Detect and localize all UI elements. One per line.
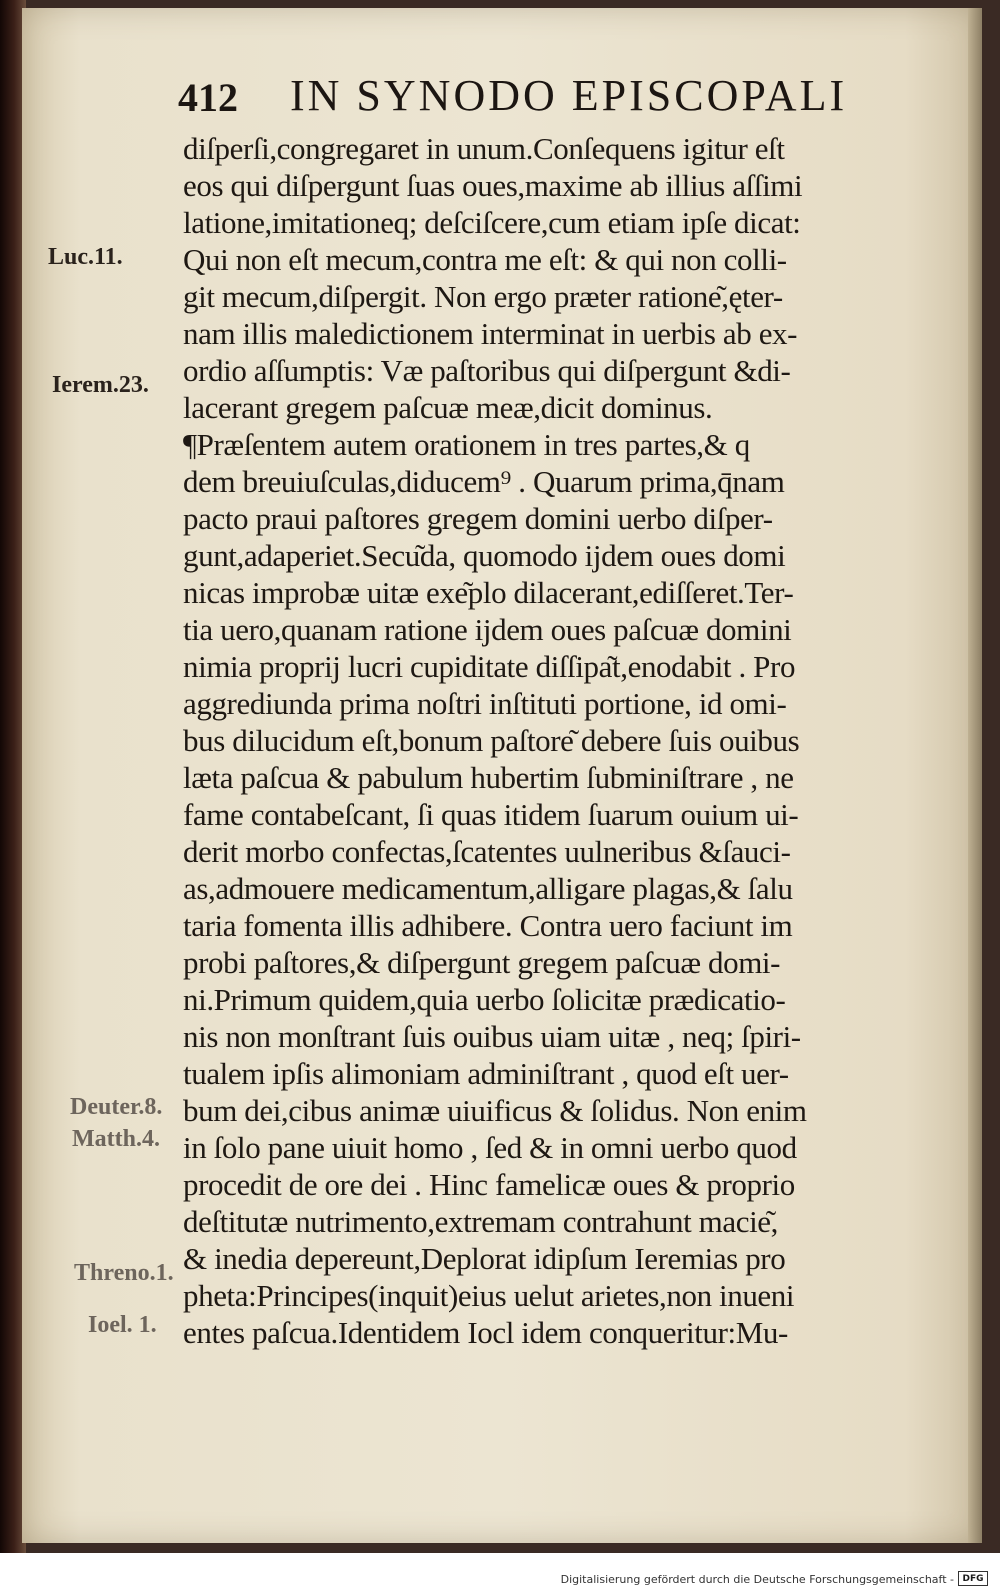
running-head: IN SYNODO EPISCOPALI	[290, 71, 848, 120]
marginal-note-matth: Matth.4.	[72, 1126, 160, 1152]
text-line: & inedia depereunt,Deplorat idipſum Ieremias pro	[183, 1241, 786, 1276]
page-edge	[968, 8, 982, 1543]
text-line: Qui non eſt mecum,contra me eſt: & qui non colli-	[183, 242, 787, 277]
text-line: bus dilucidum eſt,bonum paſtore͂ debere ſuis ouibus	[183, 723, 800, 758]
marginal-note-luc: Luc.11.	[48, 244, 123, 270]
main-text-block	[183, 130, 923, 1351]
text-line: lacerant gregem paſcuæ meæ,dicit dominus.	[183, 390, 713, 425]
text-line: læta paſcua & pabulum hubertim ſubminiſtrare , ne	[183, 760, 794, 795]
marginal-note-ioel: Ioel. 1.	[88, 1312, 157, 1338]
text-line: taria fomenta illis adhibere. Contra uero faciunt im	[183, 908, 793, 943]
text-line: nis non monſtrant ſuis ouibus uiam uitæ , neq; ſpiri-	[183, 1019, 801, 1054]
text-line: procedit de ore dei . Hinc famelicæ oues & proprio	[183, 1167, 795, 1202]
text-line: fame contabeſcant, ſi quas itidem ſuarum ouium ui-	[183, 797, 799, 832]
text-line: nam illis maledictionem interminat in uerbis ab ex-	[183, 316, 798, 351]
text-line: deſtitutæ nutrimento,extremam contrahunt macie͂,	[183, 1204, 778, 1239]
text-line: eos qui diſpergunt ſuas oues,maxime ab illius aſſimi	[183, 168, 803, 203]
text-line: probi paſtores,& diſpergunt gregem paſcuæ domi-	[183, 945, 781, 980]
page-header	[150, 70, 870, 130]
text-line: git mecum,diſpergit. Non ergo præter ratione͂,ęter-	[183, 279, 783, 314]
text-line: nimia proprij lucri cupiditate diſſipa͂t,enodabit . Pro	[183, 649, 796, 684]
text-line: ni.Primum quidem,quia uerbo ſolicitæ prædicatio-	[183, 982, 786, 1017]
footer-credit: Digitalisierung gefördert durch die Deutsche Forschungsgemeinschaft -	[560, 1573, 954, 1586]
marginal-note-ierem: Ierem.23.	[52, 372, 149, 398]
text-line: derit morbo confectas,ſcatentes uulneribus &ſauci-	[183, 834, 791, 869]
text-line: pheta:Principes(inquit)eius uelut arietes,non inueni	[183, 1278, 795, 1313]
text-line: tualem ipſis alimoniam adminiſtrant , quod eſt uer-	[183, 1056, 789, 1091]
text-line: latione,imitationeq; deſciſcere,cum etiam ipſe dicat:	[183, 205, 801, 240]
text-line: gunt,adaperiet.Secu͂da, quomodo ijdem oues domi	[183, 538, 786, 573]
text-line: aggrediunda prima noſtri inſtituti portione, id omi-	[183, 686, 787, 721]
text-line: tia uero,quanam ratione ijdem oues paſcuæ domini	[183, 612, 792, 647]
text-line: entes paſcua.Identidem Iocl idem conqueritur:Mu-	[183, 1315, 788, 1350]
text-line: as,admouere medicamentum,alligare plagas,& ſalu	[183, 871, 793, 906]
text-line: in ſolo pane uiuit homo , ſed & in omni uerbo quod	[183, 1130, 797, 1165]
page-number: 412	[178, 75, 238, 120]
text-line: nicas improbæ uitæ exe͂plo dilacerant,ediſſeret.Ter-	[183, 575, 794, 610]
text-line: diſperſi,congregaret in unum.Conſequens igitur eſt	[183, 131, 785, 166]
dfg-logo-icon: DFG	[958, 1571, 988, 1586]
text-line: ordio aſſumptis: Væ paſtoribus qui diſpergunt &di-	[183, 353, 791, 388]
text-line: ¶Præſentem autem orationem in tres partes,& q	[183, 427, 750, 462]
text-line: dem breuiuſculas,diducem⁹ . Quarum prima,q̄nam	[183, 464, 785, 499]
text-line: bum dei,cibus animæ uiuificus & ſolidus. Non enim	[183, 1093, 807, 1128]
marginal-note-deuter: Deuter.8.	[70, 1094, 163, 1120]
marginal-note-threno: Threno.1.	[74, 1260, 174, 1286]
text-line: pacto praui paſtores gregem domini uerbo diſper-	[183, 501, 773, 536]
